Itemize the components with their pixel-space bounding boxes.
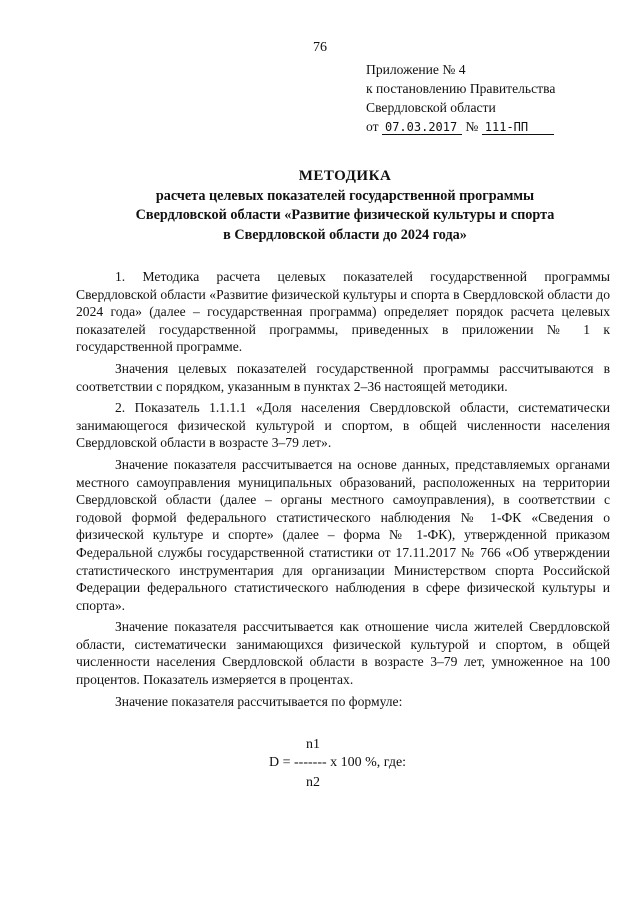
document-body <box>76 268 610 714</box>
page-number: 76 <box>313 40 327 55</box>
formula-denominator: n2 <box>306 775 320 790</box>
paragraph: Значения целевых показателей государственной программы рассчитываются в соответствии с порядком, указанным в пунктах 2–36 настоящей методики. <box>76 360 610 394</box>
title-heading: МЕТОДИКА <box>298 168 392 184</box>
decree-date: 07.03.2017 <box>382 120 462 135</box>
paragraph: 2. Показатель 1.1.1.1 «Доля населения Свердловской области, систематически занимающегося физической культурой и спортом, в общей численности населения Свердловской области в возрасте 3–79 лет». <box>76 400 610 451</box>
date-prefix: от <box>366 119 379 134</box>
decree-number: 111-ПП <box>482 120 554 135</box>
paragraph: Значение показателя рассчитывается по формуле: <box>115 693 403 709</box>
title-line-3: в Свердловской области до 2024 года» <box>223 226 467 243</box>
number-prefix: № <box>465 119 479 134</box>
appendix-line-2: к постановлению Правительства <box>366 81 556 96</box>
title-line-2: Свердловской области «Развитие физической культуры и спорта <box>135 207 555 223</box>
appendix-block <box>366 60 555 136</box>
formula-numerator: n1 <box>306 737 320 752</box>
title-line-1: расчета целевых показателей государственной программы <box>155 187 535 204</box>
appendix-line-1: Приложение № 4 <box>366 62 466 77</box>
paragraph: 1. Методика расчета целевых показателей государственной программы Свердловской области «Развитие физической культуры и спорта в Свердловской области до 2024 года» (далее – государственная программа) определяет порядок расчета целевых показателей государственной программы, приведенных в приложении № 1 к государственной программе. <box>76 269 610 355</box>
paragraph: Значение показателя рассчитывается на основе данных, представляемых органами местного самоуправления муниципальных образований, расположенных на территории Свердловской области (далее – органы местного самоуправления), в соответствии с годовой формой федерального статистического наблюдения № 1-ФК «Сведения о физической культуре и спорте» (далее – форма № 1-ФК), утвержденной приказом Федеральной службы государственной статистики от 17.11.2017 № 766 «Об утверждении статистического инструментария для организации Министерством спорта Российской Федерации федерального статистического наблюдения в сфере физической культуры и спорта». <box>76 456 610 613</box>
formula-expression: D = ------- х 100 %, где: <box>269 755 407 770</box>
appendix-line-3: Свердловской области <box>366 100 496 115</box>
appendix-date-line <box>366 117 555 136</box>
paragraph: Значение показателя рассчитывается как отношение числа жителей Свердловской области, систематически занимающихся физической культурой и спортом, в общей численности населения Свердловской области в возрасте 3–79 лет, умноженное на 100 процентов. Показатель измеряется в процентах. <box>76 619 610 688</box>
document-title <box>80 167 610 245</box>
